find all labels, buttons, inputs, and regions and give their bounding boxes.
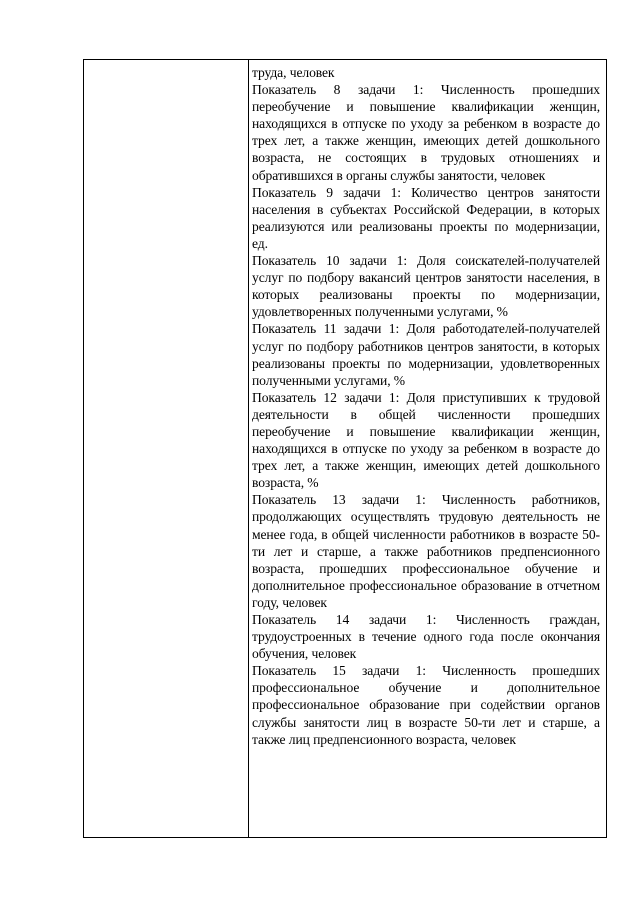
table-right-column [249, 60, 606, 837]
table-left-column [84, 60, 249, 837]
indicator-15-paragraph: Показатель 15 задачи 1: Численность прошедших профессиональное обучение и дополнительное профессиональное образование при содействии органов службы занятости лиц в возрасте 50-ти лет и старше, а также лиц предпенсионного возраста, человек [252, 663, 600, 747]
indicator-11-paragraph: Показатель 11 задачи 1: Доля работодателей-получателей услуг по подбору работников центров занятости, в которых реализованы проекты по модернизации, удовлетворенных полученными услугами, % [252, 321, 600, 388]
paragraph-continuation: труда, человек [252, 65, 335, 80]
indicator-8-paragraph: Показатель 8 задачи 1: Численность прошедших переобучение и повышение квалификации женщин, находящихся в отпуске по уходу за ребенком в возрасте до трех лет, а также женщин, имеющих детей дошкольного возраста, не состоящих в трудовых отношениях и обратившихся в органы службы занятости, человек [252, 82, 600, 183]
indicator-13-paragraph: Показатель 13 задачи 1: Численность работников, продолжающих осуществлять трудовую деятельность не менее года, в общей численности работников в возрасте 50-ти лет и старше, а также работников предпенсионного возраста, прошедших профессиональное обучение и дополнительное профессиональное образование в отчетном году, человек [252, 492, 600, 610]
indicator-10-paragraph: Показатель 10 задачи 1: Доля соискателей-получателей услуг по подбору вакансий центров занятости населения, в которых реализованы проекты по модернизации, удовлетворенных полученными услугами, % [252, 253, 600, 320]
indicator-12-paragraph: Показатель 12 задачи 1: Доля приступивших к трудовой деятельности в общей численности прошедших переобучение и повышение квалификации женщин, находящихся в отпуске по уходу за ребенком в возрасте до трех лет, а также женщин, имеющих детей дошкольного возраста, % [252, 389, 600, 491]
indicator-9-paragraph: Показатель 9 задачи 1: Количество центров занятости населения в субъектах Российской Федерации, в которых реализуются или реализованы проекты по модернизации, ед. [252, 184, 600, 251]
document-table [83, 59, 607, 838]
indicator-14-paragraph: Показатель 14 задачи 1: Численность граждан, трудоустроенных в течение одного года после окончания обучения, человек [252, 612, 600, 662]
